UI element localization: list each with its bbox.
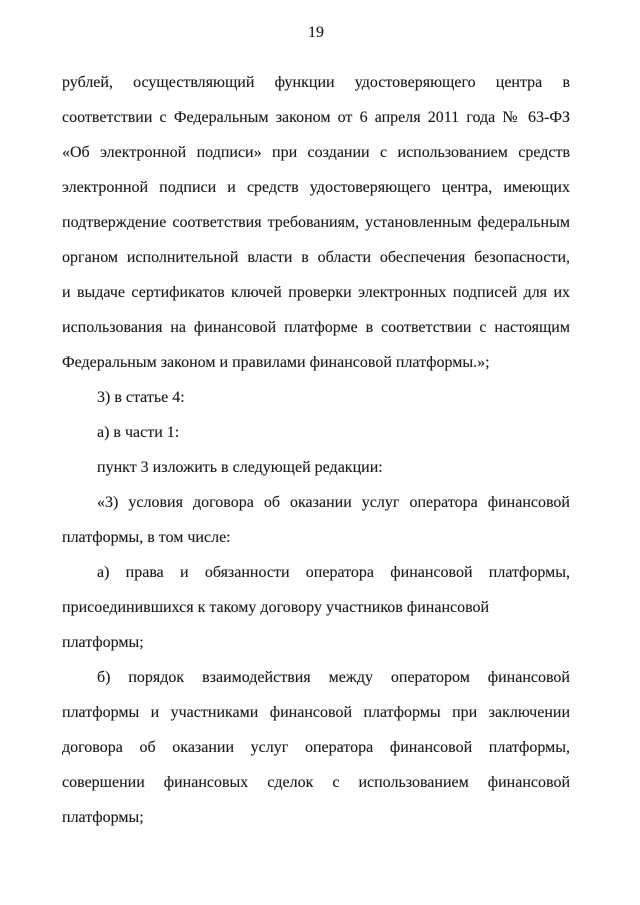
text-line: а) в части 1: [97,424,180,441]
text-line: б) порядок взаимодействия между оператором финансовой [97,669,570,686]
text-line: платформы и участниками финансовой платформы при заключении [62,704,570,721]
text-line: платформы; [62,809,144,826]
text-line: договора об оказании услуг оператора финансовой платформы, [62,739,570,756]
text-line: использования на финансовой платформе в соответствии с настоящим [62,319,570,336]
page-number: 19 [308,24,324,41]
text-line: органом исполнительной власти в области обеспечения безопасности, [62,249,570,266]
text-line: соответствии с Федеральным законом от 6 апреля 2011 года № 63-ФЗ [62,109,570,126]
paragraph [62,380,570,415]
text-line: пункт 3 изложить в следующей редакции: [97,459,383,476]
text-line: присоединившихся к такому договору участников финансовой платформы; [62,599,490,651]
text-line: электронной подписи и средств удостоверяющего центра, имеющих [62,179,570,196]
paragraph [62,450,570,485]
text-line: «Об электронной подписи» при создании с использованием средств [62,144,570,161]
document-content [62,65,570,835]
text-line: совершении финансовых сделок с использованием финансовой [62,774,570,791]
text-line: а) права и обязанности оператора финансовой платформы, [97,564,570,581]
text-line: и выдаче сертификатов ключей проверки электронных подписей для их [62,284,570,301]
paragraph [62,485,570,555]
text-line: платформы, в том числе: [62,529,231,546]
paragraph [62,65,570,380]
text-line: подтверждение соответствия требованиям, установленным федеральным [62,214,570,231]
text-line: Федеральным законом и правилами финансовой платформы.»; [62,354,490,371]
text-line: 3) в статье 4: [97,389,185,406]
paragraph [62,415,570,450]
text-line: «3) условия договора об оказании услуг оператора финансовой [97,494,570,511]
paragraph [62,660,570,835]
text-line: рублей, осуществляющий функции удостоверяющего центра в [62,74,570,91]
paragraph [62,555,570,660]
